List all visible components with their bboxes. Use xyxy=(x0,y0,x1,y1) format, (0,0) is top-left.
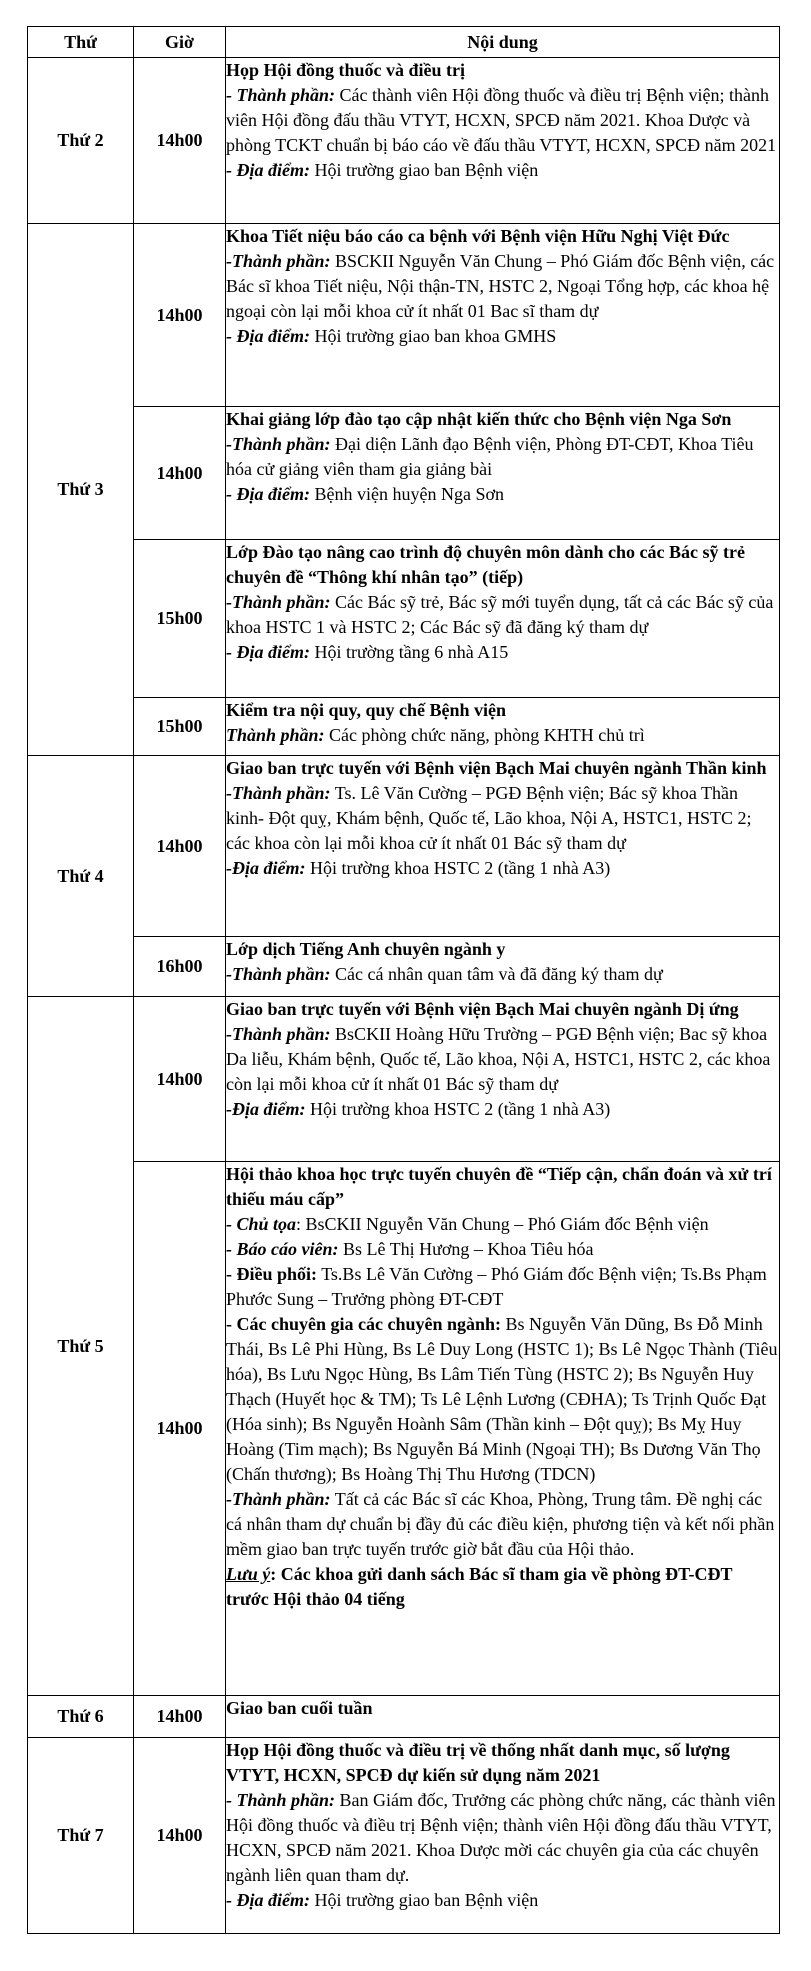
detail-text: Hội trường giao ban Bệnh viện xyxy=(309,160,539,180)
event-title: Lớp Đào tạo nâng cao trình độ chuyên môn dành cho các Bác sỹ trẻ chuyên đề “Thông khí nhân tạo” (tiếp) xyxy=(226,542,746,587)
detail-label: - Địa điểm: xyxy=(226,642,310,662)
day-cell: Thứ 3 xyxy=(28,224,134,756)
detail-text: Đại diện Lãnh đạo Bệnh viện, Phòng ĐT-CĐT, Khoa Tiêu hóa cử giảng viên tham gia giảng bài xyxy=(226,434,754,479)
time-cell: 14h00 xyxy=(134,58,226,224)
time-cell: 14h00 xyxy=(134,1162,226,1696)
detail-label: - Điều phối: xyxy=(226,1264,318,1284)
detail-text: Ban Giám đốc, Trưởng các phòng chức năng, các thành viên Hội đồng thuốc và điều trị Bệnh viện; thành viên Hội đồng đấu thầu VTYT, HCXN, SPCĐ năm 2021. Khoa Dược mời các chuyên gia của các chuyên ngành liên quan tham dự. xyxy=(226,1790,776,1885)
time-cell: 15h00 xyxy=(134,540,226,698)
detail-text: Ts. Lê Văn Cường – PGĐ Bệnh viện; Bác sỹ khoa Thần kinh- Đột quỵ, Khám bệnh, Quốc tế, Lão khoa, Nội A, HSTC1, HSTC 2; các khoa còn lại mỗi khoa cử ít nhất 01 Bác sỹ tham dự xyxy=(226,783,752,853)
note-label: Lưu ý xyxy=(226,1564,271,1584)
content-cell xyxy=(226,540,780,698)
detail-text: Các cá nhân quan tâm và đã đăng ký tham dự xyxy=(330,964,663,984)
time-cell: 16h00 xyxy=(134,937,226,997)
table-row xyxy=(28,1696,780,1738)
table-row xyxy=(28,756,780,937)
detail-label: - Thành phần: xyxy=(226,1790,336,1810)
event-title: Giao ban trực tuyến với Bệnh viện Bạch Mai chuyên ngành Thần kinh xyxy=(226,758,767,778)
time-cell: 14h00 xyxy=(134,756,226,937)
table-row xyxy=(28,997,780,1162)
day-cell: Thứ 2 xyxy=(28,58,134,224)
content-cell xyxy=(226,1162,780,1696)
table-row xyxy=(28,937,780,997)
event-title: Giao ban trực tuyến với Bệnh viện Bạch Mai chuyên ngành Dị ứng xyxy=(226,999,739,1019)
event-detail xyxy=(226,640,779,665)
detail-label: -Thành phần: xyxy=(226,251,331,271)
event-detail xyxy=(226,482,779,507)
header-time: Giờ xyxy=(134,27,226,58)
detail-text: BsCKII Hoàng Hữu Trường – PGĐ Bệnh viện; Bac sỹ khoa Da liễu, Khám bệnh, Quốc tế, Lão khoa, Nội A, HSTC1, HSTC 2, các khoa còn lại mỗi khoa cử ít nhất 01 Bác sỹ tham dự xyxy=(226,1024,771,1094)
table-row xyxy=(28,407,780,540)
detail-text: Hội trường khoa HSTC 2 (tầng 1 nhà A3) xyxy=(305,858,611,878)
event-detail xyxy=(226,432,779,482)
detail-text: Các phòng chức năng, phòng KHTH chủ trì xyxy=(324,725,645,745)
content-cell xyxy=(226,1738,780,1934)
event-detail xyxy=(226,1097,779,1122)
detail-text: Các Bác sỹ trẻ, Bác sỹ mới tuyển dụng, tất cả các Bác sỹ của khoa HSTC 1 và HSTC 2; Các Bác sỹ đã đăng ký tham dự xyxy=(226,592,774,637)
detail-text: Hội trường khoa HSTC 2 (tầng 1 nhà A3) xyxy=(305,1099,611,1119)
detail-label: -Địa điểm: xyxy=(226,1099,306,1119)
detail-label: - Chủ tọa xyxy=(226,1214,297,1234)
content-cell xyxy=(226,937,780,997)
detail-label: - Báo cáo viên: xyxy=(226,1239,339,1259)
table-row xyxy=(28,224,780,407)
event-title: Họp Hội đồng thuốc và điều trị về thống nhất danh mục, số lượng VTYT, HCXN, SPCĐ dự kiến sử dụng năm 2021 xyxy=(226,1740,730,1785)
detail-text: Hội trường giao ban khoa GMHS xyxy=(309,326,557,346)
day-cell: Thứ 7 xyxy=(28,1738,134,1934)
detail-label: -Thành phần: xyxy=(226,783,331,803)
detail-label: Thành phần: xyxy=(226,725,325,745)
content-cell xyxy=(226,1696,780,1738)
event-title: Họp Hội đồng thuốc và điều trị xyxy=(226,60,466,80)
table-row xyxy=(28,1738,780,1934)
detail-text: Bs Lê Thị Hương – Khoa Tiêu hóa xyxy=(338,1239,594,1259)
schedule-table xyxy=(27,26,780,1934)
detail-text: Ts.Bs Lê Văn Cường – Phó Giám đốc Bệnh viện; Ts.Bs Phạm Phước Sung – Trưởng phòng ĐT-CĐT xyxy=(226,1264,767,1309)
table-row xyxy=(28,1162,780,1696)
detail-text: Tất cả các Bác sĩ các Khoa, Phòng, Trung tâm. Đề nghị các cá nhân tham dự chuẩn bị đầy đủ các điều kiện, phương tiện và kết nối phần mềm giao ban trực tuyến trước giờ bắt đầu của Hội thảo. xyxy=(226,1489,775,1559)
detail-text: BSCKII Nguyễn Văn Chung – Phó Giám đốc Bệnh viện, các Bác sĩ khoa Tiết niệu, Nội thận-TN, HSTC 2, Ngoại Tổng hợp, các khoa hệ ngoại còn lại mỗi khoa cử ít nhất 01 Bac sĩ tham dự xyxy=(226,251,775,321)
time-cell: 14h00 xyxy=(134,1738,226,1934)
event-detail xyxy=(226,723,779,748)
content-cell xyxy=(226,997,780,1162)
content-cell xyxy=(226,698,780,756)
event-detail xyxy=(226,1788,779,1888)
event-detail xyxy=(226,962,779,987)
content-cell xyxy=(226,224,780,407)
time-cell: 14h00 xyxy=(134,1696,226,1738)
event-detail xyxy=(226,1212,779,1237)
event-detail xyxy=(226,158,779,183)
detail-label: - Địa điểm: xyxy=(226,326,310,346)
time-cell: 14h00 xyxy=(134,224,226,407)
note-text: : Các khoa gửi danh sách Bác sĩ tham gia về phòng ĐT-CĐT trước Hội thảo 04 tiếng xyxy=(226,1564,733,1609)
event-title: Giao ban cuối tuần xyxy=(226,1698,373,1718)
day-cell: Thứ 5 xyxy=(28,997,134,1696)
detail-label: -Thành phần: xyxy=(226,964,331,984)
event-title: Lớp dịch Tiếng Anh chuyên ngành y xyxy=(226,939,506,959)
event-detail xyxy=(226,1022,779,1097)
event-detail xyxy=(226,1888,779,1913)
detail-label: - Thành phần: xyxy=(226,85,336,105)
event-title: Kiểm tra nội quy, quy chế Bệnh viện xyxy=(226,700,507,720)
event-detail xyxy=(226,249,779,324)
detail-text: Bệnh viện huyện Nga Sơn xyxy=(309,484,504,504)
detail-text: : BsCKII Nguyễn Văn Chung – Phó Giám đốc Bệnh viện xyxy=(296,1214,709,1234)
detail-text: Các thành viên Hội đồng thuốc và điều trị Bệnh viện; thành viên Hội đồng đấu thầu VTYT, HCXN, SPCĐ năm 2021. Khoa Dược và phòng TCKT chuẩn bị báo cáo về đấu thầu VTYT, HCXN, SPCĐ năm 2021 xyxy=(226,85,777,155)
day-cell: Thứ 4 xyxy=(28,756,134,997)
detail-text: Hội trường tầng 6 nhà A15 xyxy=(309,642,509,662)
table-row xyxy=(28,58,780,224)
event-detail xyxy=(226,1312,779,1487)
event-title: Khai giảng lớp đào tạo cập nhật kiến thức cho Bệnh viện Nga Sơn xyxy=(226,409,732,429)
event-detail xyxy=(226,1487,779,1562)
event-detail xyxy=(226,83,779,158)
header-day: Thứ xyxy=(28,27,134,58)
detail-label: - Địa điểm: xyxy=(226,484,310,504)
event-detail xyxy=(226,1562,779,1612)
time-cell: 15h00 xyxy=(134,698,226,756)
detail-label: - Địa điểm: xyxy=(226,1890,310,1910)
event-title: Khoa Tiết niệu báo cáo ca bệnh với Bệnh viện Hữu Nghị Việt Đức xyxy=(226,226,730,246)
detail-label: - Địa điểm: xyxy=(226,160,310,180)
detail-label: -Thành phần: xyxy=(226,434,331,454)
event-detail xyxy=(226,324,779,349)
detail-label: -Thành phần: xyxy=(226,1489,331,1509)
event-detail xyxy=(226,1237,779,1262)
content-cell xyxy=(226,407,780,540)
day-cell: Thứ 6 xyxy=(28,1696,134,1738)
header-row xyxy=(28,27,780,58)
event-detail xyxy=(226,1262,779,1312)
time-cell: 14h00 xyxy=(134,997,226,1162)
detail-label: -Địa điểm: xyxy=(226,858,306,878)
detail-label: - Các chuyên gia các chuyên ngành: xyxy=(226,1314,502,1334)
event-detail xyxy=(226,590,779,640)
header-content: Nội dung xyxy=(226,27,780,58)
content-cell xyxy=(226,756,780,937)
table-row xyxy=(28,540,780,698)
event-detail xyxy=(226,856,779,881)
time-cell: 14h00 xyxy=(134,407,226,540)
detail-label: -Thành phần: xyxy=(226,1024,331,1044)
table-row xyxy=(28,698,780,756)
event-detail xyxy=(226,781,779,856)
detail-text: Bs Nguyễn Văn Dũng, Bs Đỗ Minh Thái, Bs Lê Phi Hùng, Bs Lê Duy Long (HSTC 1); Bs Lê Ngọc Thành (Tiêu hóa), Bs Lưu Ngọc Hùng, Bs Lâm Tiến Tùng (HSTC 2); Bs Nguyễn Huy Thạch (Huyết học & TM); Ts Lê Lệnh Lương (CĐHA); Ts Trịnh Quốc Đạt (Hóa sinh); Bs Nguyễn Hoành Sâm (Thần kinh – Đột quỵ); Bs Mỵ Huy Hoàng (Tim mạch); Bs Nguyễn Bá Minh (Ngoại TH); Bs Dương Văn Thọ (Chấn thương); Bs Hoàng Thị Thu Hương (TDCN) xyxy=(226,1314,778,1484)
content-cell xyxy=(226,58,780,224)
detail-label: -Thành phần: xyxy=(226,592,331,612)
event-title: Hội thảo khoa học trực tuyến chuyên đề “Tiếp cận, chẩn đoán và xử trí thiếu máu cấp” xyxy=(226,1164,772,1209)
detail-text: Hội trường giao ban Bệnh viện xyxy=(309,1890,539,1910)
